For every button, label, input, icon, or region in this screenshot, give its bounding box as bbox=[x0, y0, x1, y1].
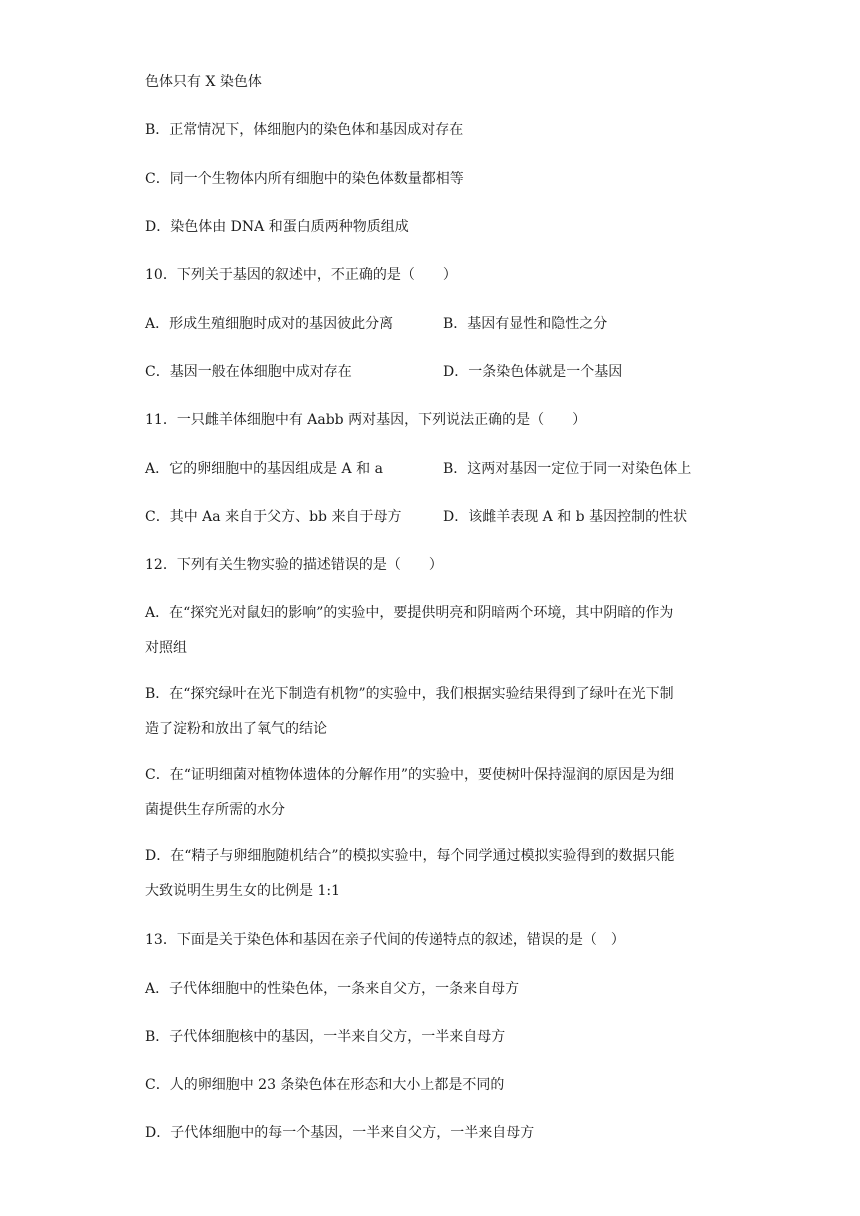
option-a-continued: 对照组 bbox=[145, 640, 187, 656]
question-13: 13．下面是关于染色体和基因在亲子代间的传递特点的叙述，错误的是（ ） bbox=[145, 932, 625, 948]
option-c: C．人的卵细胞中 23 条染色体在形态和大小上都是不同的 bbox=[145, 1077, 505, 1093]
text-line: D．染色体由 DNA 和蛋白质两种物质组成 bbox=[145, 219, 409, 235]
option-b-continued: 造了淀粉和放出了氧气的结论 bbox=[145, 721, 327, 737]
question-10: 10．下列关于基因的叙述中，不正确的是（ ） bbox=[145, 267, 457, 283]
option-b: B．在“探究绿叶在光下制造有机物”的实验中，我们根据实验结果得到了绿叶在光下制 bbox=[145, 686, 674, 702]
option-a: A．形成生殖细胞时成对的基因彼此分离 bbox=[145, 316, 394, 332]
option-b: B．这两对基因一定位于同一对染色体上 bbox=[443, 461, 692, 477]
text-line: B．正常情况下，体细胞内的染色体和基因成对存在 bbox=[145, 122, 464, 138]
option-d-continued: 大致说明生男生女的比例是 1:1 bbox=[145, 883, 340, 899]
option-c: C．在“证明细菌对植物体遗体的分解作用”的实验中，要使树叶保持湿润的原因是为细 bbox=[145, 767, 675, 783]
option-b: B．子代体细胞核中的基因，一半来自父方，一半来自母方 bbox=[145, 1029, 506, 1045]
question-12: 12．下列有关生物实验的描述错误的是（ ） bbox=[145, 557, 443, 573]
option-c: C．基因一般在体细胞中成对存在 bbox=[145, 364, 352, 380]
option-a: A．它的卵细胞中的基因组成是 A 和 a bbox=[145, 461, 383, 477]
option-c: C．其中 Aa 来自于父方、bb 来自于母方 bbox=[145, 509, 402, 525]
text-line: C．同一个生物体内所有细胞中的染色体数量都相等 bbox=[145, 171, 464, 187]
text-line: 色体只有 X 染色体 bbox=[145, 74, 262, 90]
option-a: A．在“探究光对鼠妇的影响”的实验中，要提供明亮和阴暗两个环境，其中阴暗的作为 bbox=[145, 605, 674, 621]
option-a: A．子代体细胞中的性染色体，一条来自父方，一条来自母方 bbox=[145, 981, 520, 997]
option-d: D．一条染色体就是一个基因 bbox=[443, 364, 623, 380]
option-d: D．该雌羊表现 A 和 b 基因控制的性状 bbox=[443, 509, 688, 525]
option-d: D．子代体细胞中的每一个基因，一半来自父方，一半来自母方 bbox=[145, 1125, 535, 1141]
option-b: B．基因有显性和隐性之分 bbox=[443, 316, 608, 332]
option-d: D．在“精子与卵细胞随机结合”的模拟实验中，每个同学通过模拟实验得到的数据只能 bbox=[145, 848, 675, 864]
option-c-continued: 菌提供生存所需的水分 bbox=[145, 802, 285, 818]
question-11: 11．一只雌羊体细胞中有 Aabb 两对基因，下列说法正确的是（ ） bbox=[145, 412, 587, 428]
